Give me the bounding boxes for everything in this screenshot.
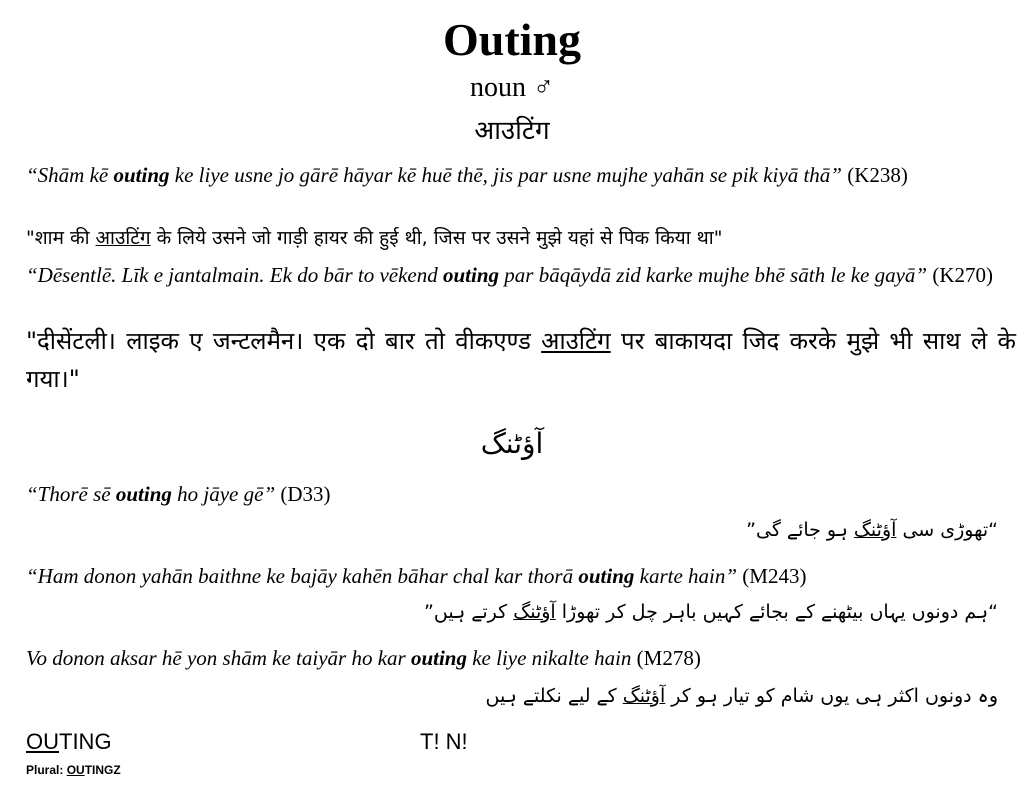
keyword-hindi: आउटिंग xyxy=(541,327,611,355)
example-5-urdu: وہ دونوں اکثر ہی یوں شام کو تیار ہو کر آؤٹنگ کے لیے نکلتے ہیں xyxy=(485,685,998,707)
example-2-hindi: "दीसेंटली। लाइक ए जन्टलमैन। एक दो बार तो वीकएण्ड आउटिंग पर बाकायदा जिद करके मुझे भी साथ ले के गया।" xyxy=(26,327,1016,393)
part-of-speech: noun ♂ xyxy=(470,72,554,103)
hindi-headword: आउटिंग xyxy=(474,116,550,146)
example-3-transliteration: “Thorē sē outing ho jāye gē” (D33) xyxy=(26,482,331,506)
keyword-urdu: آؤٹنگ xyxy=(853,519,897,541)
example-5-transliteration: Vo donon aksar hē yon shām ke taiyār ho kar outing ke liye nikalte hain (M278) xyxy=(26,646,701,670)
pronunciation: OUTING xyxy=(26,729,112,754)
example-1-hindi: "शाम की आउटिंग के लिये उसने जो गाड़ी हायर की हुई थी, जिस पर उसने मुझे यहां से पिक किया था" xyxy=(26,227,723,249)
keyword-hindi: आउटिंग xyxy=(95,227,151,249)
source-ref: (M243) xyxy=(742,564,807,588)
syllable-notation: T! N! xyxy=(420,729,468,754)
source-ref: (M278) xyxy=(636,646,701,670)
example-2-transliteration: “Dēsentlē. Līk e jantalmain. Ek do bār to vēkend outing par bāqāydā zid karke mujhe bhē sāth le ke gayā” (K270) xyxy=(26,263,994,287)
keyword-urdu: آؤٹنگ xyxy=(622,685,666,707)
keyword: outing xyxy=(410,646,467,670)
headword: Outing xyxy=(442,14,582,65)
keyword: outing xyxy=(115,482,172,506)
source-ref: (K238) xyxy=(847,163,908,187)
keyword-urdu: آؤٹنگ xyxy=(513,601,556,623)
example-1-transliteration: “Shām kē outing ke liye usne jo gārē hāyar kē huē thē, jis par usne mujhe yahān se pik kiyā thā” (K238) xyxy=(26,163,908,187)
urdu-headword: آؤٹنگ xyxy=(480,427,544,460)
keyword: outing xyxy=(578,564,635,588)
plural-stressed-syllable: OU xyxy=(66,763,85,777)
plural-form: Plural: OUTINGZ xyxy=(26,763,121,777)
keyword: outing xyxy=(443,263,500,287)
example-3-urdu: “تھوڑی سی آؤٹنگ ہو جائے گی” xyxy=(746,519,998,541)
source-ref: (K270) xyxy=(932,263,994,287)
example-4-urdu: “ہم دونوں یہاں بیٹھنے کے بجائے کہیں باہر چل کر تھوڑا آؤٹنگ کرتے ہیں” xyxy=(424,601,998,623)
example-4-transliteration: “Ham donon yahān baithne ke bajāy kahēn bāhar chal kar thorā outing karte hain” (M243) xyxy=(26,564,807,588)
stressed-syllable: OU xyxy=(26,729,59,754)
keyword: outing xyxy=(113,163,170,187)
source-ref: (D33) xyxy=(280,482,331,506)
